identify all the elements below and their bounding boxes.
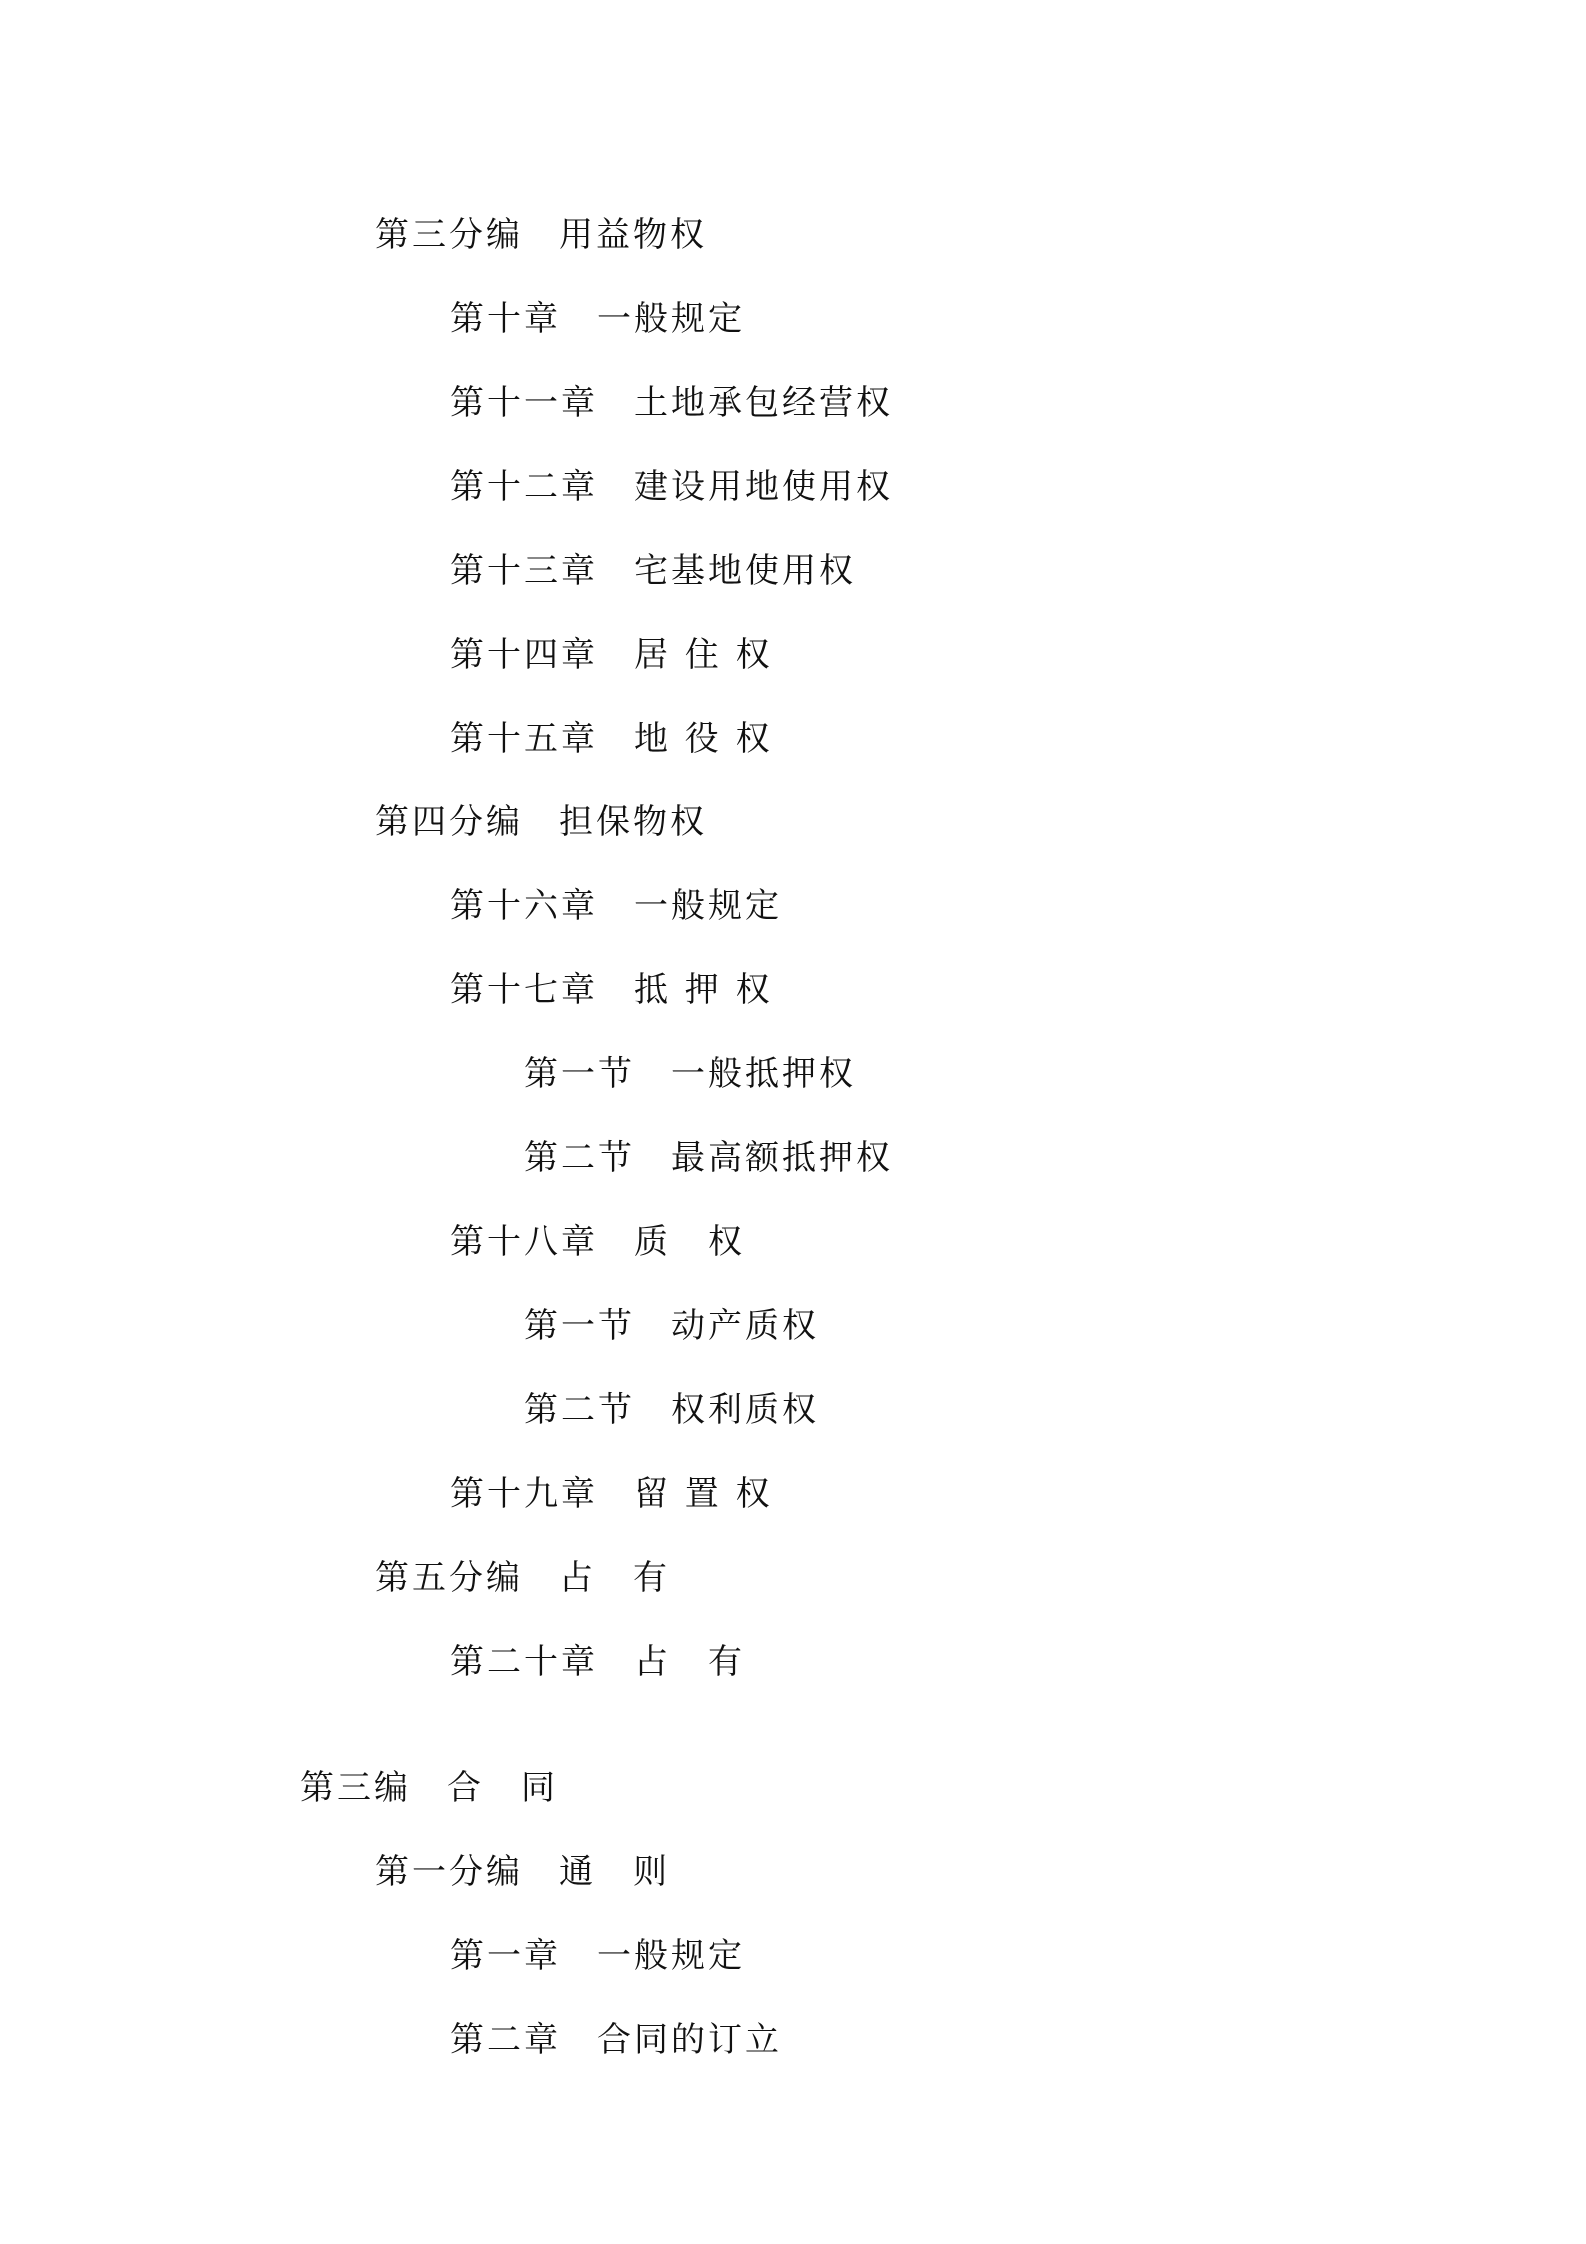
toc-title: 合 同: [447, 1768, 558, 1808]
toc-chapter: [450, 633, 773, 677]
toc-number: 第十章: [450, 299, 561, 339]
toc-number: 第二章: [450, 2020, 561, 2060]
toc-number: 第十五章: [450, 719, 598, 759]
toc-number: 第十六章: [450, 886, 598, 926]
toc-title: 留 置 权: [634, 1474, 773, 1514]
toc-subpart: [375, 213, 707, 257]
toc-title: 通 则: [559, 1852, 670, 1892]
toc-section: [524, 1304, 819, 1348]
toc-chapter: [450, 884, 782, 928]
toc-number: 第二十章: [450, 1642, 598, 1682]
toc-title: 一般抵押权: [671, 1054, 856, 1094]
toc-title: 居 住 权: [634, 635, 773, 675]
toc-number: 第三分编: [375, 215, 523, 255]
toc-section: [524, 1388, 819, 1432]
toc-number: 第一章: [450, 1936, 561, 1976]
toc-title: 地 役 权: [634, 719, 773, 759]
toc-number: 第十二章: [450, 467, 598, 507]
toc-number: 第三编: [300, 1768, 411, 1808]
toc-number: 第五分编: [375, 1558, 523, 1598]
toc-number: 第一分编: [375, 1852, 523, 1892]
toc-title: 宅基地使用权: [634, 551, 856, 591]
toc-chapter: [450, 2018, 782, 2062]
toc-number: 第十七章: [450, 970, 598, 1010]
toc-number: 第十一章: [450, 383, 598, 423]
toc-subpart: [375, 800, 707, 844]
toc-number: 第一节: [524, 1306, 635, 1346]
toc-number: 第十三章: [450, 551, 598, 591]
toc-number: 第十九章: [450, 1474, 598, 1514]
toc-title: 质 权: [634, 1222, 745, 1262]
toc-subpart: [375, 1850, 670, 1894]
toc-title: 最高额抵押权: [671, 1138, 893, 1178]
toc-chapter: [450, 968, 773, 1012]
toc-title: 用益物权: [559, 215, 707, 255]
toc-chapter: [450, 465, 893, 509]
toc-section: [524, 1052, 856, 1096]
toc-title: 合同的订立: [597, 2020, 782, 2060]
toc-title: 担保物权: [559, 802, 707, 842]
toc-number: 第二节: [524, 1390, 635, 1430]
toc-title: 一般规定: [634, 886, 782, 926]
toc-title: 一般规定: [597, 299, 745, 339]
toc-number: 第十八章: [450, 1222, 598, 1262]
toc-chapter: [450, 381, 893, 425]
toc-subpart: [375, 1556, 670, 1600]
toc-chapter: [450, 1640, 745, 1684]
toc-chapter: [450, 717, 773, 761]
toc-title: 占 有: [559, 1558, 670, 1598]
toc-part: [300, 1766, 558, 1810]
toc-section: [524, 1136, 893, 1180]
toc-chapter: [450, 297, 745, 341]
toc-chapter: [450, 1934, 745, 1978]
toc-title: 建设用地使用权: [634, 467, 893, 507]
toc-chapter: [450, 1220, 745, 1264]
toc-title: 占 有: [634, 1642, 745, 1682]
toc-number: 第四分编: [375, 802, 523, 842]
toc-number: 第十四章: [450, 635, 598, 675]
toc-title: 动产质权: [671, 1306, 819, 1346]
toc-title: 抵 押 权: [634, 970, 773, 1010]
toc-chapter: [450, 549, 856, 593]
toc-number: 第一节: [524, 1054, 635, 1094]
toc-title: 土地承包经营权: [634, 383, 893, 423]
toc-chapter: [450, 1472, 773, 1516]
toc-title: 一般规定: [597, 1936, 745, 1976]
toc-title: 权利质权: [671, 1390, 819, 1430]
toc-number: 第二节: [524, 1138, 635, 1178]
